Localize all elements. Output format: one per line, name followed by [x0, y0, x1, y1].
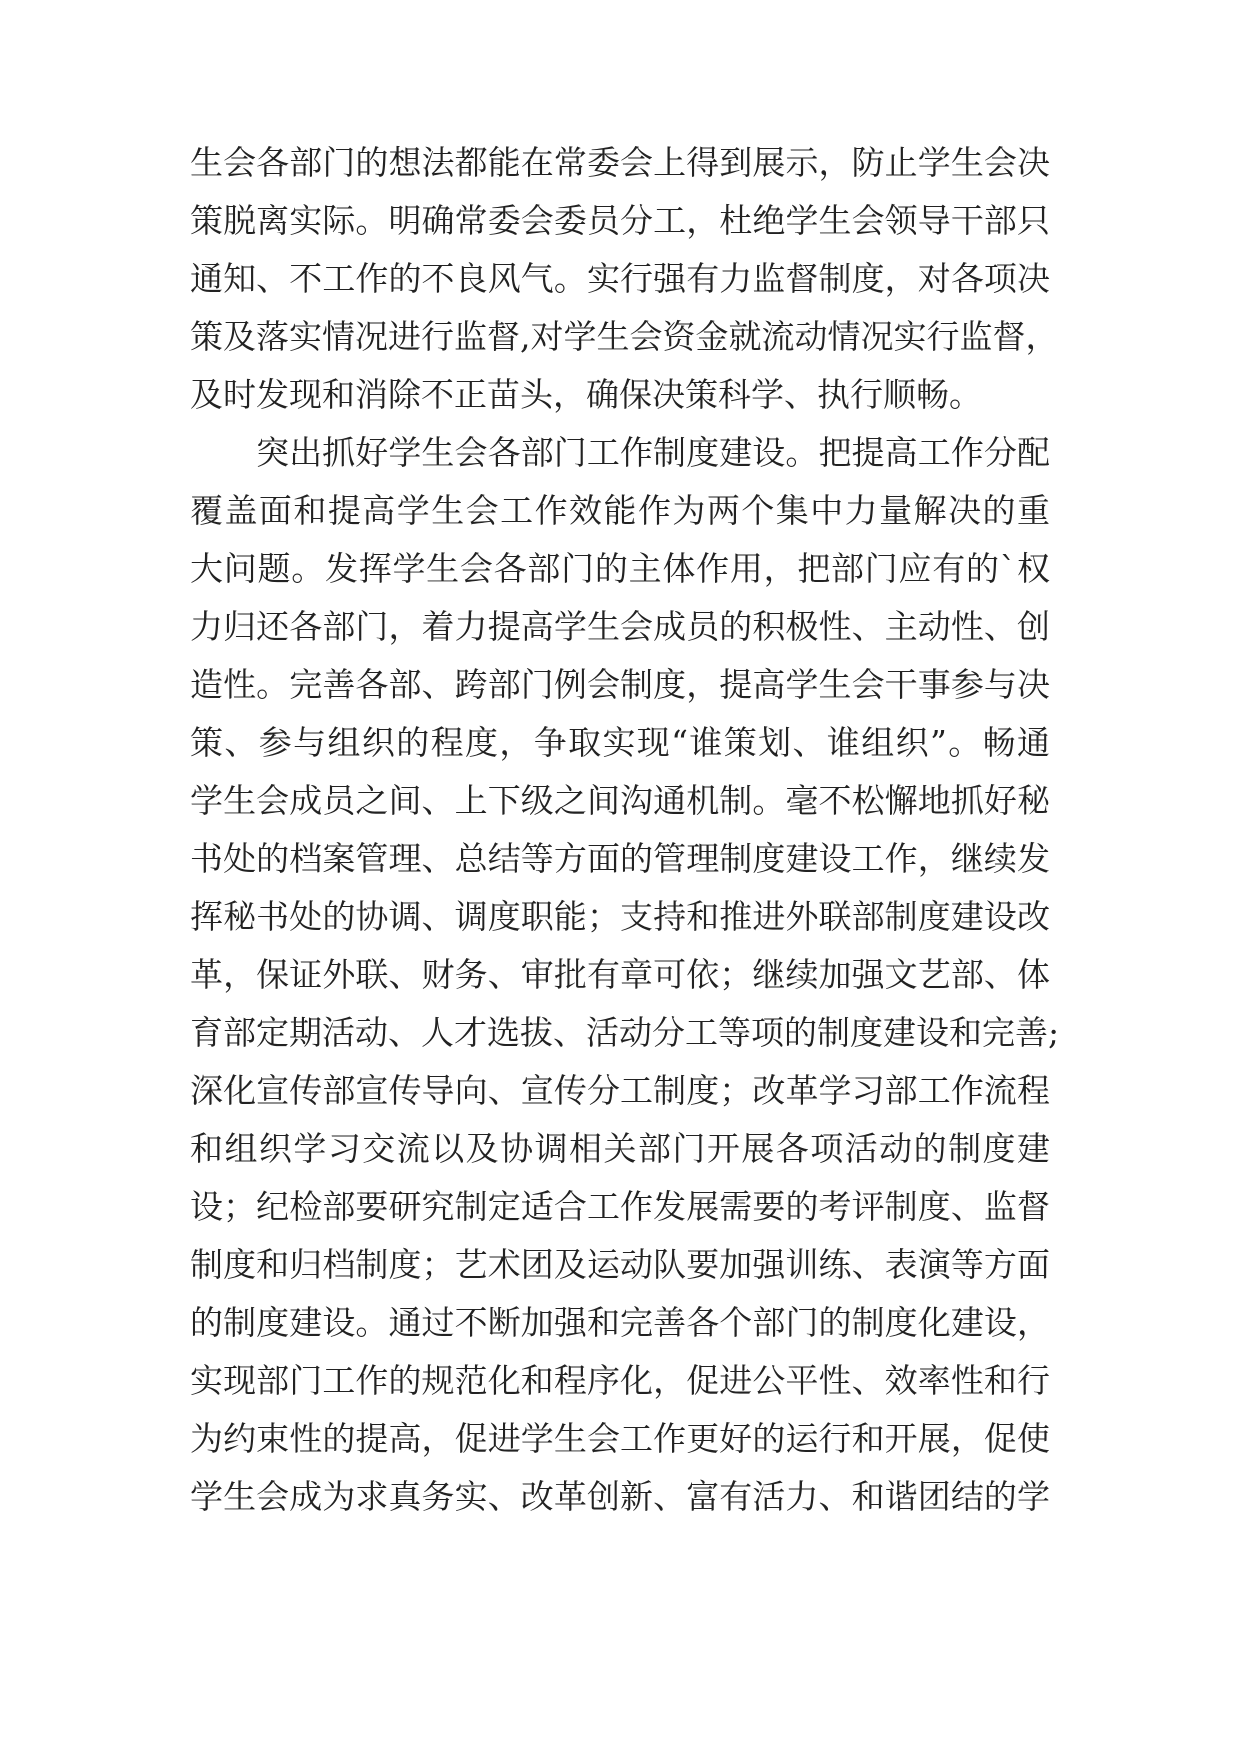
text-line: 及时发现和消除不正苗头，确保决策科学、执行顺畅。 — [190, 375, 982, 414]
body-text — [190, 134, 1060, 1526]
text-line: 学生会成为求真务实、改革创新、富有活力、和谐团结的学 — [190, 1477, 1050, 1516]
text-line: 和组织学习交流以及协调相关部门开展各项活动的制度建 — [190, 1129, 1050, 1168]
text-line: 制度和归档制度；艺术团及运动队要加强训练、表演等方面 — [190, 1245, 1050, 1284]
text-line: 策及落实情况进行监督,对学生会资金就流动情况实行监督， — [190, 317, 1059, 356]
text-line: 育部定期活动、人才选拔、活动分工等项的制度建设和完善; — [190, 1013, 1060, 1052]
text-line: 挥秘书处的协调、调度职能；支持和推进外联部制度建设改 — [190, 897, 1050, 936]
text-line: 的制度建设。通过不断加强和完善各个部门的制度化建设， — [190, 1303, 1050, 1342]
text-line: 造性。完善各部、跨部门例会制度，提高学生会干事参与决 — [190, 665, 1050, 704]
text-line: 设；纪检部要研究制定适合工作发展需要的考评制度、监督 — [190, 1187, 1050, 1226]
text-line: 策脱离实际。明确常委会委员分工，杜绝学生会领导干部只 — [190, 201, 1050, 240]
text-line: 力归还各部门，着力提高学生会成员的积极性、主动性、创 — [190, 607, 1050, 646]
text-line: 通知、不工作的不良风气。实行强有力监督制度，对各项决 — [190, 259, 1050, 298]
text-line: 覆盖面和提高学生会工作效能作为两个集中力量解决的重 — [190, 491, 1050, 530]
paragraph-start-line: 突出抓好学生会各部门工作制度建设。把提高工作分配 — [256, 433, 1050, 472]
text-line: 实现部门工作的规范化和程序化，促进公平性、效率性和行 — [190, 1361, 1050, 1400]
text-line: 生会各部门的想法都能在常委会上得到展示，防止学生会决 — [190, 143, 1050, 182]
text-line: 深化宣传部宣传导向、宣传分工制度；改革学习部工作流程 — [190, 1071, 1050, 1110]
text-line: 为约束性的提高，促进学生会工作更好的运行和开展，促使 — [190, 1419, 1050, 1458]
text-line: 革，保证外联、财务、审批有章可依；继续加强文艺部、体 — [190, 955, 1050, 994]
text-line: 大问题。发挥学生会各部门的主体作用，把部门应有的`权 — [190, 549, 1050, 588]
text-line: 书处的档案管理、总结等方面的管理制度建设工作，继续发 — [190, 839, 1050, 878]
text-line: 学生会成员之间、上下级之间沟通机制。毫不松懈地抓好秘 — [190, 781, 1050, 820]
text-line: 策、参与组织的程度，争取实现“谁策划、谁组织”。畅通 — [190, 723, 1050, 762]
